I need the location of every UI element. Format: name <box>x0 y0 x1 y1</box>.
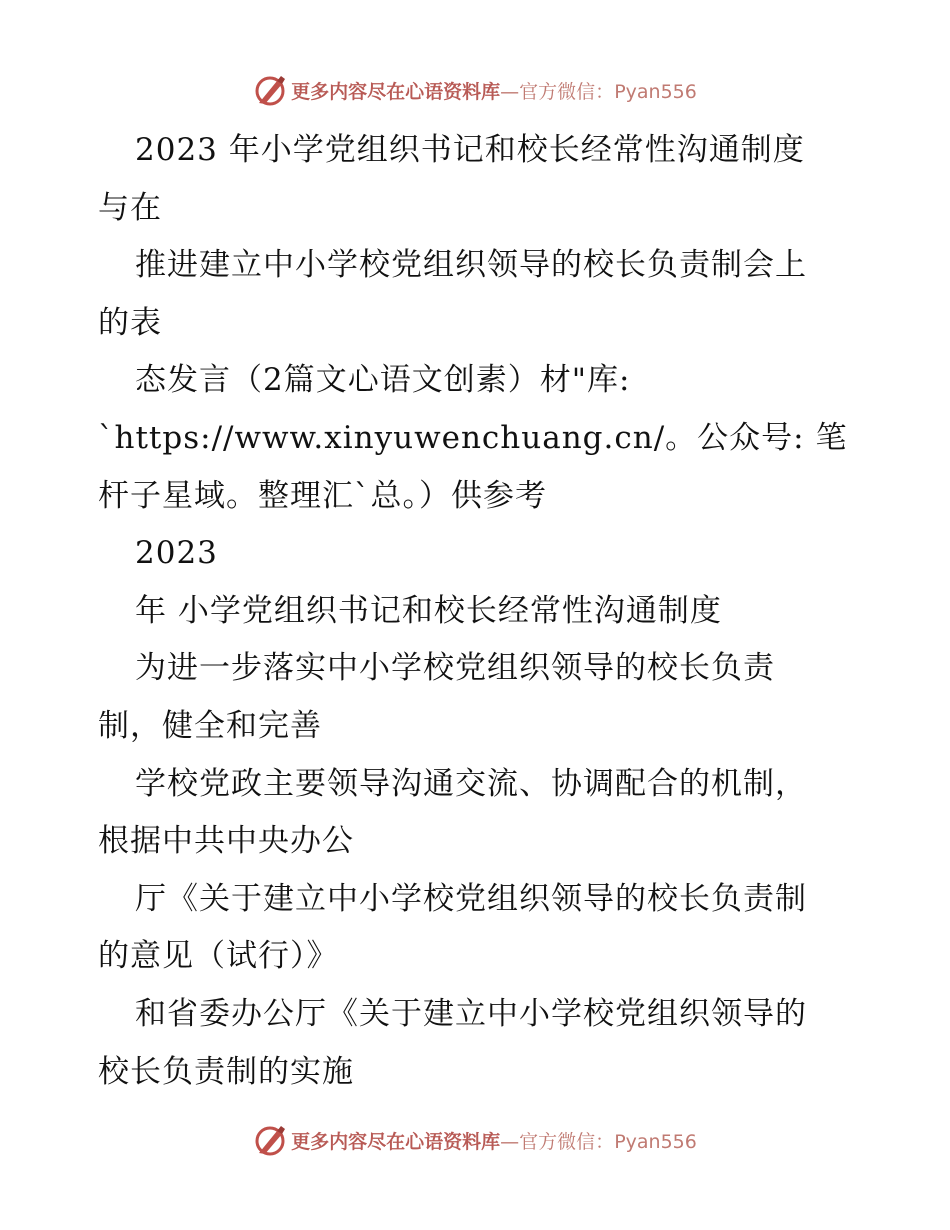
text-line: 学校党政主要领导沟通交流、协调配合的机制， <box>135 765 807 802</box>
text-line: 2023 <box>135 535 218 572</box>
text-line: 制，健全和完善 <box>98 707 322 744</box>
banner-wechat-id: Pyan556 <box>614 1130 697 1153</box>
text-line: 厅《关于建立中小学校党组织领导的校长负责制 <box>135 880 807 917</box>
banner-wechat-label: 官方微信 <box>519 80 596 103</box>
banner-wechat-id: Pyan556 <box>614 80 697 103</box>
text-line: 的意见（试行）》 <box>98 938 339 975</box>
banner-text <box>291 77 697 104</box>
banner-colon: ： <box>595 80 615 103</box>
text-line: 杆子星域。整理汇`总。）供参考 <box>98 477 547 514</box>
text-line: 推进建立中小学校党组织领导的校长负责制会上 <box>135 247 807 284</box>
text-line: 态发言（2篇文心语文创素）材"库: <box>135 362 631 399</box>
pen-logo-icon <box>253 1123 287 1157</box>
text-line: 年 小学党组织书记和校长经常性沟通制度 <box>135 592 722 629</box>
banner-main-text: 更多内容尽在心语资料库 <box>291 1130 501 1153</box>
banner-wechat-label: 官方微信 <box>519 1130 596 1153</box>
banner-separator: — <box>500 80 520 103</box>
text-line: 校长负责制的实施 <box>98 1053 354 1090</box>
text-line: 的表 <box>98 304 162 341</box>
footer-banner <box>0 1120 950 1160</box>
pen-logo-icon <box>253 73 287 107</box>
header-banner <box>0 70 950 110</box>
text-line: 和省委办公厅《关于建立中小学校党组织领导的 <box>135 995 807 1032</box>
text-line: 为进一步落实中小学校党组织领导的校长负责 <box>135 650 775 687</box>
text-line: 2023 年小学党组织书记和校长经常性沟通制度 <box>135 132 805 168</box>
text-line: 根据中共中央办公 <box>98 823 354 860</box>
banner-separator: — <box>500 1130 520 1153</box>
banner-colon: ： <box>595 1130 615 1153</box>
banner-main-text: 更多内容尽在心语资料库 <box>291 80 501 103</box>
text-line: 与在 <box>98 189 162 226</box>
banner-text <box>291 1127 697 1154</box>
document-body <box>98 122 868 1101</box>
text-line: `https://www.xinyuwenchuang.cn/。公众号: 笔 <box>98 419 848 456</box>
